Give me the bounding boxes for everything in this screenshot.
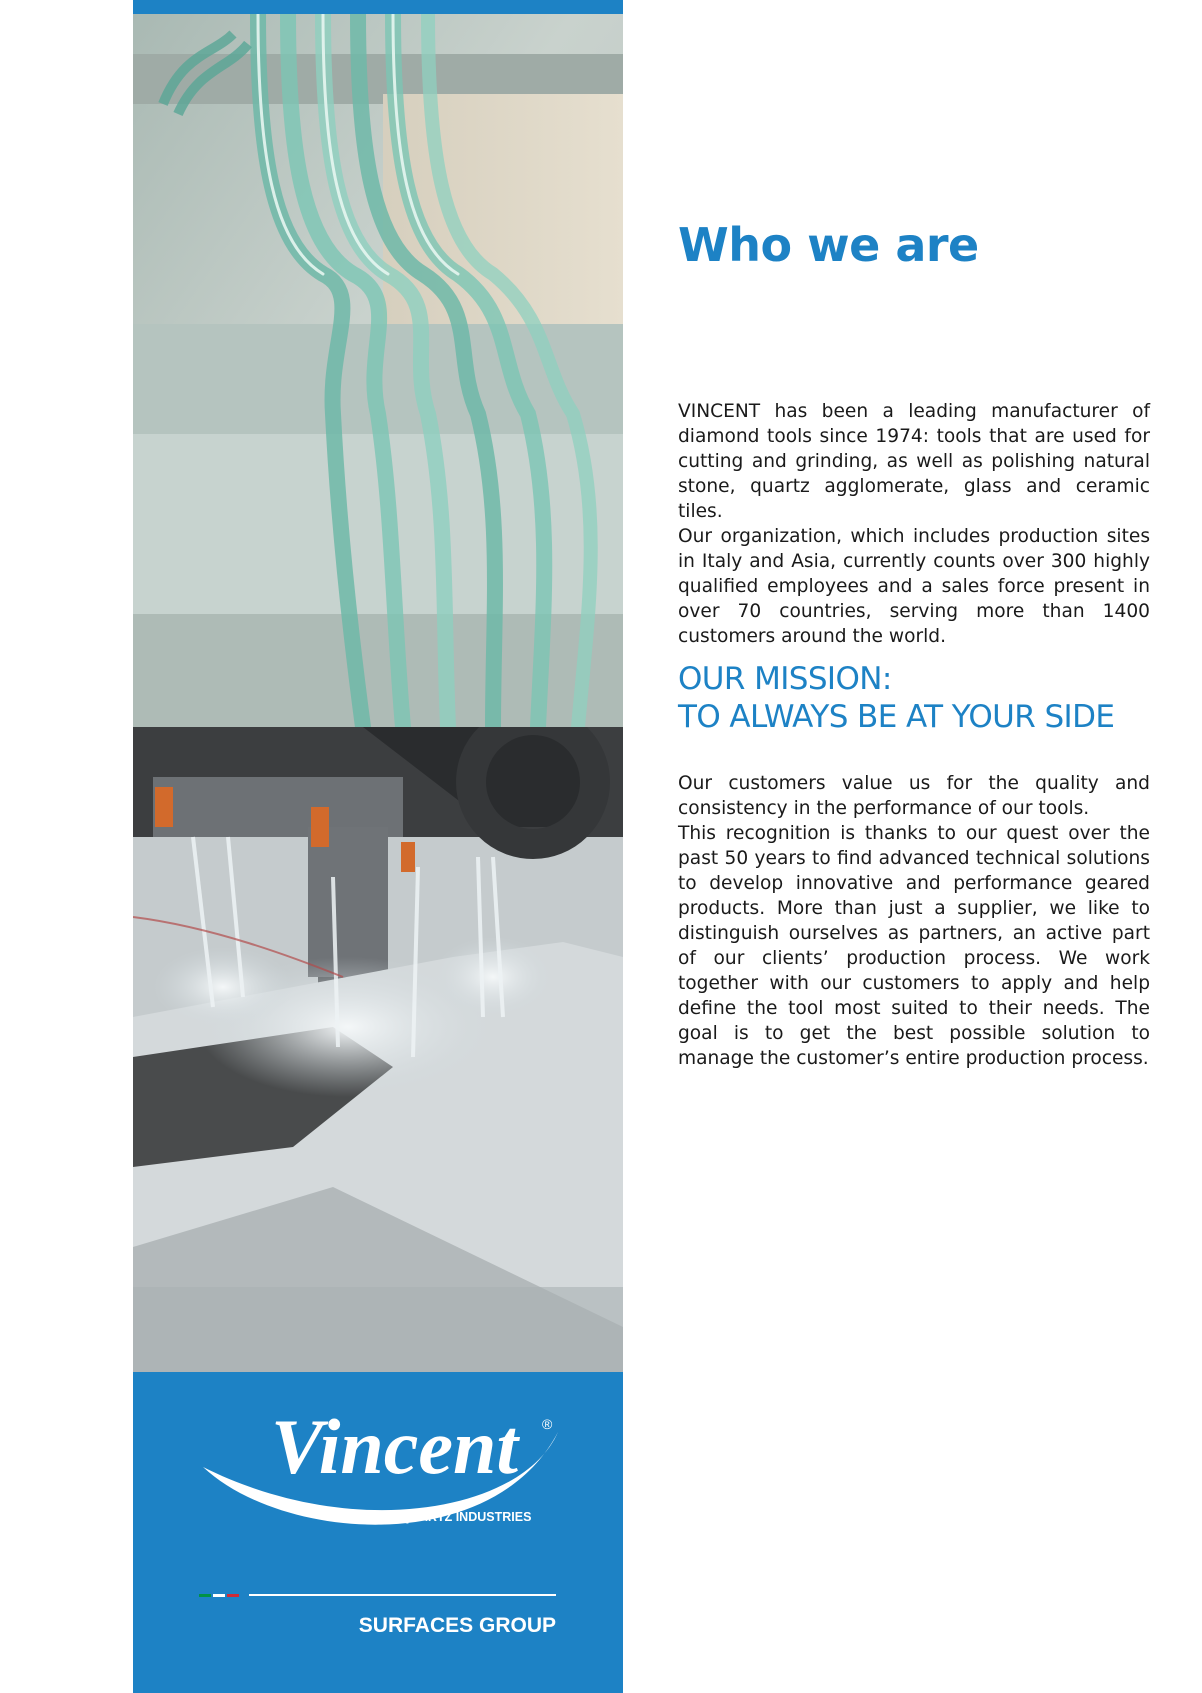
- intro-paragraph: VINCENT has been a leading manufacturer of diamond tools since 1974: tools that are used for cutting and grinding, as well as polishing natural stone, quartz agglomerate, glass and ceramic tiles.: [678, 401, 1150, 522]
- mission-heading: [678, 660, 1150, 736]
- page-title: Who we are: [678, 218, 979, 272]
- logo-tagline: TOOLS FOR QUARTZ INDUSTRIES: [324, 1510, 532, 1524]
- mission-heading-line: TO ALWAYS BE AT YOUR SIDE: [678, 699, 1115, 735]
- intro-paragraph: Our organization, which includes production sites in Italy and Asia, currently counts over 300 highly qualified employees and a sales force present in over 70 countries, serving more than 1400 customers around the world.: [678, 526, 1150, 647]
- mission-paragraph: Our customers value us for the quality and consistency in the performance of our tools.: [678, 773, 1150, 819]
- glass-cutouts-photo: [133, 14, 623, 727]
- registered-mark: ®: [542, 1416, 553, 1432]
- logo-wordmark: Vincent: [271, 1403, 519, 1490]
- group-name: SURFACES GROUP: [358, 1614, 556, 1637]
- divider-line: [249, 1594, 556, 1596]
- cnc-waterjet-cutting-photo: [133, 727, 623, 1372]
- left-image-column: [133, 0, 623, 1693]
- intro-text: [678, 399, 1150, 649]
- italian-flag-icon: [199, 1594, 239, 1597]
- mission-text: [678, 771, 1150, 1071]
- mission-paragraph: This recognition is thanks to our quest over the past 50 years to find advanced technical solutions to develop innovative and performance geared products. More than just a supplier, we like to distinguish ourselves as partners, an active part of our clients’ production process. We work together with our customers to apply and help define the tool most suited to their needs. The goal is to get the best possible solution to manage the customer’s entire production process.: [678, 823, 1150, 1069]
- top-accent-strip: [133, 0, 623, 14]
- vincent-logo: [133, 1372, 623, 1693]
- brand-logo-panel: [133, 1372, 623, 1693]
- mission-heading-line: OUR MISSION:: [678, 661, 892, 697]
